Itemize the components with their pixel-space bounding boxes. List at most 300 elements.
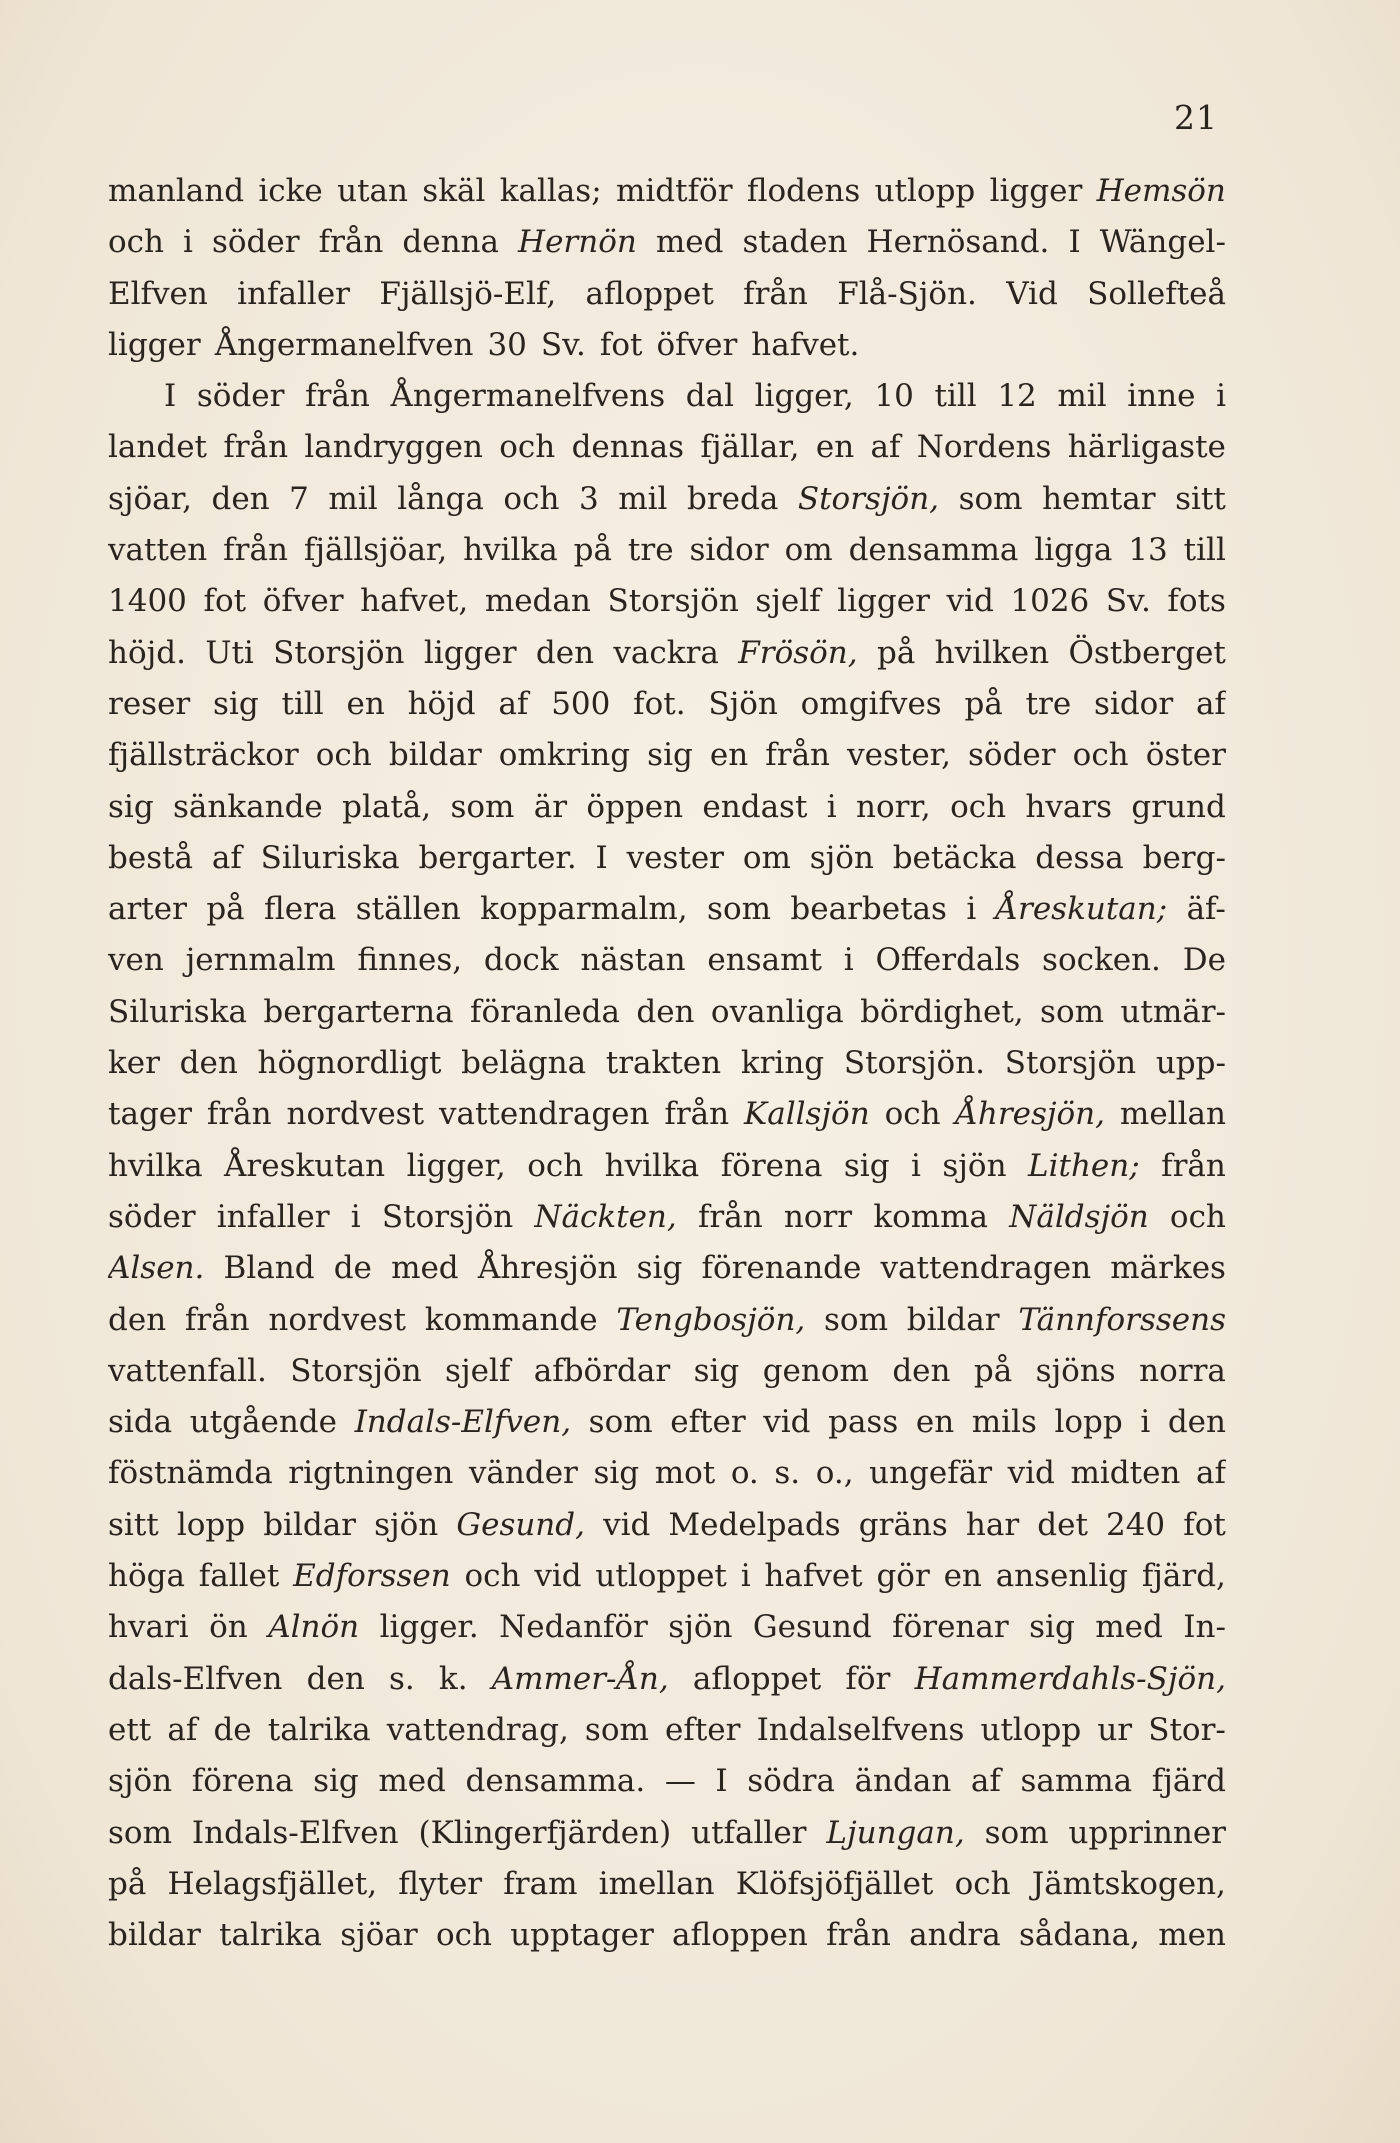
word: Flå-Sjön. — [837, 275, 977, 312]
word: jernmalm — [185, 942, 336, 979]
word: Vid — [1006, 275, 1058, 312]
word: 1400 — [108, 583, 187, 620]
word: Offerdals — [875, 942, 1021, 979]
word: som — [984, 1814, 1049, 1851]
text-line — [108, 166, 1226, 217]
word: fot — [599, 326, 643, 363]
word: — — [664, 1763, 696, 1800]
word: norr, — [856, 788, 931, 825]
word: mot — [654, 1455, 716, 1492]
word: fjärd — [1151, 1763, 1226, 1800]
word: pass — [828, 1404, 899, 1441]
word: vester, — [847, 737, 951, 774]
text-line — [108, 269, 1226, 320]
word: höjd — [407, 685, 476, 722]
word: densamma — [848, 532, 1019, 569]
word: förenande — [701, 1250, 862, 1287]
place-name: Lithen; — [1028, 1147, 1140, 1184]
word: denna — [402, 224, 499, 261]
word: förenar — [892, 1609, 1009, 1646]
word: ven — [108, 942, 164, 979]
word: sjöns — [1035, 1352, 1116, 1389]
word: Helagsfjället, — [167, 1865, 378, 1902]
word: 13 — [1128, 532, 1168, 569]
word: en — [915, 1404, 955, 1441]
word: afloppet — [692, 1660, 822, 1697]
word: tager — [108, 1096, 192, 1133]
word: komma — [873, 1198, 989, 1235]
word: på — [973, 1352, 1013, 1389]
word: dennas — [571, 429, 685, 466]
word: k. — [438, 1660, 468, 1697]
word: ovanliga — [710, 993, 844, 1030]
text-line — [108, 1243, 1226, 1294]
word: samma — [1020, 1763, 1133, 1800]
word: och — [527, 1147, 584, 1184]
word: med — [378, 1763, 446, 1800]
word: hemtar — [1042, 480, 1156, 517]
word: på — [206, 891, 245, 928]
word: hvilka — [463, 532, 558, 569]
text-line — [108, 1192, 1226, 1243]
word: De — [1182, 942, 1226, 979]
word: och — [464, 1558, 521, 1595]
word: mil — [618, 480, 668, 517]
word: hvari — [108, 1609, 189, 1646]
word: sjön — [108, 1763, 173, 1800]
word: sjelf — [445, 1352, 511, 1389]
word: sig — [108, 788, 154, 825]
word: i — [740, 1558, 751, 1595]
word: sitt — [108, 1506, 159, 1543]
word: tre — [627, 532, 674, 569]
word: tre — [1025, 685, 1072, 722]
word: Elfven — [108, 275, 208, 312]
word: bearbetas — [790, 891, 947, 928]
word: den — [211, 480, 270, 517]
place-name: Åreskutan; — [995, 891, 1168, 928]
text-line — [108, 935, 1226, 986]
word: som — [824, 1301, 888, 1338]
word: sidor — [689, 532, 769, 569]
word: sida — [108, 1404, 173, 1441]
place-name: Hammerdahls-Sjön, — [914, 1660, 1226, 1697]
word: sitt — [1175, 480, 1226, 517]
word: vackra — [613, 634, 719, 671]
word: och — [1169, 1198, 1226, 1235]
word: platå, — [342, 788, 432, 825]
word: vid — [603, 1506, 651, 1543]
word: till — [1183, 532, 1226, 569]
word: 3 — [578, 480, 599, 517]
word: och — [950, 788, 1007, 825]
word: vattendrag, — [386, 1711, 569, 1748]
word: vid — [1007, 1455, 1055, 1492]
word: höga — [108, 1558, 185, 1595]
word: från — [765, 737, 831, 774]
text-line — [108, 576, 1226, 627]
word: från — [318, 224, 384, 261]
text-line — [108, 1602, 1226, 1653]
word: utmär- — [1120, 993, 1226, 1030]
word: sjöar — [340, 1917, 418, 1954]
text-line — [108, 833, 1226, 884]
word: vid — [534, 1558, 582, 1595]
word: fot — [1183, 1506, 1226, 1543]
word: reser — [108, 685, 191, 722]
place-name: Tännforssens — [1018, 1301, 1226, 1338]
word: Indals-Elfven — [191, 1814, 399, 1851]
place-name: Kallsjön — [744, 1096, 870, 1133]
word: staden — [742, 224, 848, 261]
word: från — [305, 378, 370, 415]
word: Åreskutan — [224, 1147, 386, 1184]
word: endast — [702, 788, 808, 825]
text-line — [108, 1141, 1226, 1192]
word: ensamt — [707, 942, 822, 979]
word: sig — [647, 737, 693, 774]
word: som — [588, 1404, 653, 1441]
word: och — [315, 737, 372, 774]
word: genom — [762, 1352, 869, 1389]
word: föstnämda — [108, 1455, 273, 1492]
word: Storsjön. — [843, 1045, 986, 1082]
word: flyter — [398, 1865, 483, 1902]
word: Storsjön — [381, 1198, 514, 1235]
word: af — [1195, 685, 1226, 722]
word: fjällar, — [700, 429, 800, 466]
word: Storsjön — [290, 1352, 422, 1389]
word: utfaller — [691, 1814, 807, 1851]
word: öfver — [262, 583, 344, 620]
place-name: Gesund, — [456, 1506, 585, 1543]
word: Uti — [205, 634, 254, 671]
word: för — [845, 1660, 891, 1697]
place-name: Näldsjön — [1009, 1198, 1149, 1235]
word: som — [707, 891, 771, 928]
word: utan — [337, 173, 408, 209]
place-name: Indals-Elfven, — [354, 1404, 572, 1441]
word: Siluriska — [260, 839, 400, 876]
word: öster — [1145, 737, 1226, 774]
word: breda — [686, 480, 779, 517]
place-name: Frösön, — [738, 634, 858, 671]
text-line — [108, 1654, 1226, 1705]
word: härligaste — [1067, 429, 1226, 466]
word: från — [223, 429, 289, 466]
word: skäl — [422, 173, 486, 209]
word: infaller — [237, 275, 350, 312]
word: sig — [213, 685, 259, 722]
word: bildar — [108, 1917, 201, 1954]
word: som — [958, 480, 1023, 517]
word: högnordligt — [257, 1045, 442, 1082]
word: lopp — [176, 1506, 246, 1543]
word: en — [346, 685, 385, 722]
word: från — [664, 1096, 730, 1133]
word: 30 — [487, 326, 527, 363]
word: den — [892, 1352, 951, 1389]
text-line — [108, 1397, 1226, 1448]
word: sjöar, — [108, 480, 192, 517]
word: sidor — [1094, 685, 1174, 722]
word: trakten — [605, 1045, 722, 1082]
text-line — [108, 1859, 1226, 1910]
word: vid — [763, 1404, 811, 1441]
word: Klöfsjöfjället — [735, 1865, 934, 1902]
word: höjd. — [108, 634, 186, 671]
word: hafvet, — [360, 583, 469, 620]
text-line — [108, 1346, 1226, 1397]
word: icke — [258, 173, 323, 209]
word: från — [743, 275, 808, 312]
word: kommande — [424, 1301, 598, 1338]
word: Fjällsjö-Elf, — [379, 275, 557, 312]
word: och — [435, 1917, 492, 1954]
text-line — [108, 1808, 1226, 1859]
text-line — [108, 320, 1226, 371]
word: kring — [740, 1045, 825, 1082]
word: finnes, — [357, 942, 463, 979]
word: Storsjön — [273, 634, 405, 671]
word: utloppet — [595, 1558, 727, 1595]
word: Ångermanelfvens — [390, 378, 666, 415]
word: som — [450, 788, 515, 825]
word: flera — [264, 891, 337, 928]
word: utgående — [189, 1404, 337, 1441]
word: Siluriska — [108, 993, 247, 1030]
word: öfver — [656, 326, 738, 363]
word: upp- — [1155, 1045, 1226, 1082]
word: arter — [108, 891, 187, 928]
word: med — [391, 1250, 459, 1287]
word: en — [709, 737, 749, 774]
word: en — [815, 429, 855, 466]
word: Sv. — [540, 326, 586, 363]
word: det — [1037, 1506, 1088, 1543]
word: af — [167, 1711, 198, 1748]
word: 1026 — [1010, 583, 1090, 620]
word: ställen — [355, 891, 461, 928]
word: mils — [971, 1404, 1037, 1441]
word: 7 — [289, 480, 309, 517]
word: om — [742, 839, 791, 876]
word: vid — [946, 583, 994, 620]
word: upprinner — [1068, 1814, 1226, 1851]
word: hvilka — [108, 1147, 203, 1184]
word: ligger — [837, 583, 930, 620]
word: och — [503, 480, 560, 517]
text-line — [108, 525, 1226, 576]
place-name: Näckten, — [534, 1198, 677, 1235]
word: den — [636, 993, 695, 1030]
word: en — [943, 1558, 982, 1595]
word: den — [179, 1045, 238, 1082]
word: efter — [665, 1711, 741, 1748]
word: sig — [1029, 1609, 1075, 1646]
word: gör — [876, 1558, 930, 1595]
text-line — [108, 371, 1226, 422]
word: imellan — [598, 1865, 715, 1902]
word: märkes — [1110, 1250, 1226, 1287]
place-name: Åhresjön, — [955, 1096, 1106, 1133]
word: Storsjön — [1004, 1045, 1137, 1082]
word: norra — [1139, 1352, 1226, 1389]
word: vattendragen — [438, 1096, 650, 1133]
word: omkring — [498, 737, 631, 774]
word: I — [1068, 224, 1081, 261]
text-line — [108, 1089, 1226, 1140]
word: de — [333, 1250, 372, 1287]
word: fram — [503, 1865, 578, 1902]
word: rigtningen — [288, 1455, 454, 1492]
word: I — [595, 839, 608, 876]
word: och — [884, 1096, 941, 1133]
text-line — [108, 1500, 1226, 1551]
word: andra — [909, 1917, 1001, 1954]
word: förena — [191, 1763, 294, 1800]
word: dals-Elfven — [108, 1660, 283, 1697]
word: (Klingerfjärden) — [418, 1814, 672, 1851]
word: från — [184, 1301, 250, 1338]
word: i — [843, 942, 854, 979]
word: ligger — [989, 173, 1083, 209]
text-line — [108, 730, 1226, 781]
word: s. — [388, 1660, 415, 1697]
place-name: Alnön — [268, 1609, 360, 1646]
word: som — [1040, 993, 1104, 1030]
word: I — [164, 378, 177, 415]
text-line — [108, 1551, 1226, 1602]
word: Ångermanelfven — [214, 326, 474, 363]
word: ligger. — [379, 1609, 479, 1646]
word: sjön — [942, 1147, 1007, 1184]
word: är — [533, 788, 568, 825]
word: vattenfall. — [108, 1352, 267, 1389]
word: Medelpads — [668, 1506, 841, 1543]
word: efter — [670, 1404, 746, 1441]
word: förena — [720, 1147, 823, 1184]
place-name: Edforssen — [293, 1558, 451, 1595]
word: 240 — [1105, 1506, 1166, 1543]
word: äf- — [1186, 891, 1226, 928]
word: söder — [968, 737, 1056, 774]
place-name: Alsen. — [108, 1250, 205, 1287]
word: afloppet — [585, 275, 714, 312]
word: bestå — [108, 839, 194, 876]
word: berg- — [1142, 839, 1226, 876]
text-line — [108, 422, 1226, 473]
word: Sv. — [1105, 583, 1151, 620]
word: ön — [209, 1609, 248, 1646]
word: landet — [108, 429, 208, 466]
word: Nordens — [916, 429, 1052, 466]
text-line — [108, 1756, 1226, 1807]
word: i — [911, 1147, 921, 1184]
word: s. — [774, 1455, 801, 1492]
word: ett — [108, 1711, 152, 1748]
word: på — [964, 685, 1003, 722]
word: af — [870, 429, 901, 466]
word: afbördar — [533, 1352, 671, 1389]
word: omgifves — [800, 685, 942, 722]
word: sjelf — [755, 583, 821, 620]
word: ungefär — [869, 1455, 993, 1492]
word: bildar — [263, 1506, 357, 1543]
word: till — [281, 685, 324, 722]
word: inne — [1127, 378, 1196, 415]
word: Nedanför — [499, 1609, 648, 1646]
text-line — [108, 782, 1226, 833]
word: som — [584, 1711, 649, 1748]
word: vänder — [468, 1455, 578, 1492]
word: från — [697, 1198, 763, 1235]
word: sig — [593, 1455, 640, 1492]
word: hafvet. — [751, 326, 860, 363]
word: från — [206, 1096, 272, 1133]
word: af — [498, 685, 529, 722]
text-line — [108, 217, 1226, 268]
place-name: Hemsön — [1096, 173, 1226, 209]
word: från — [826, 1917, 891, 1954]
body-text — [108, 166, 1226, 1961]
word: talrika — [219, 1917, 322, 1954]
word: ker — [108, 1045, 160, 1082]
word: i — [1140, 1404, 1151, 1441]
word: In- — [1183, 1609, 1226, 1646]
word: dal — [685, 378, 735, 415]
word: upptager — [510, 1917, 654, 1954]
word: sig — [693, 1352, 740, 1389]
word: o. — [730, 1455, 759, 1492]
word: Wängel- — [1099, 224, 1226, 261]
word: I — [715, 1763, 728, 1800]
word: i — [350, 1198, 361, 1235]
word: af — [211, 839, 242, 876]
word: nordvest — [268, 1301, 406, 1338]
word: sjön — [668, 1609, 733, 1646]
word: Åhresjön — [477, 1250, 618, 1287]
word: talrika — [267, 1711, 371, 1748]
word: söder — [196, 378, 285, 415]
text-line — [108, 679, 1226, 730]
text-line — [108, 628, 1226, 679]
word: sådana, — [1018, 1917, 1140, 1954]
text-line — [108, 1705, 1226, 1756]
text-line — [108, 884, 1226, 935]
word: om — [784, 532, 833, 569]
word: kopparmalm, — [480, 891, 688, 928]
word: söder — [211, 224, 300, 261]
text-line — [108, 1910, 1226, 1961]
word: sjön — [809, 839, 874, 876]
word: ligger, — [406, 1147, 506, 1184]
word: ligger — [423, 634, 517, 671]
word: sjön — [374, 1506, 439, 1543]
word: dessa — [1035, 839, 1124, 876]
word: ur — [1097, 1711, 1133, 1748]
word: bildar — [906, 1301, 1000, 1338]
word: fallet — [198, 1558, 280, 1595]
word: på — [876, 634, 916, 671]
word: öppen — [586, 788, 684, 825]
word: bergarter. — [418, 839, 577, 876]
word: som — [108, 1814, 172, 1851]
word: Jämtskogen, — [1031, 1865, 1226, 1902]
word: mil — [328, 480, 378, 517]
word: 500 — [551, 685, 611, 722]
word: landryggen — [304, 429, 483, 466]
